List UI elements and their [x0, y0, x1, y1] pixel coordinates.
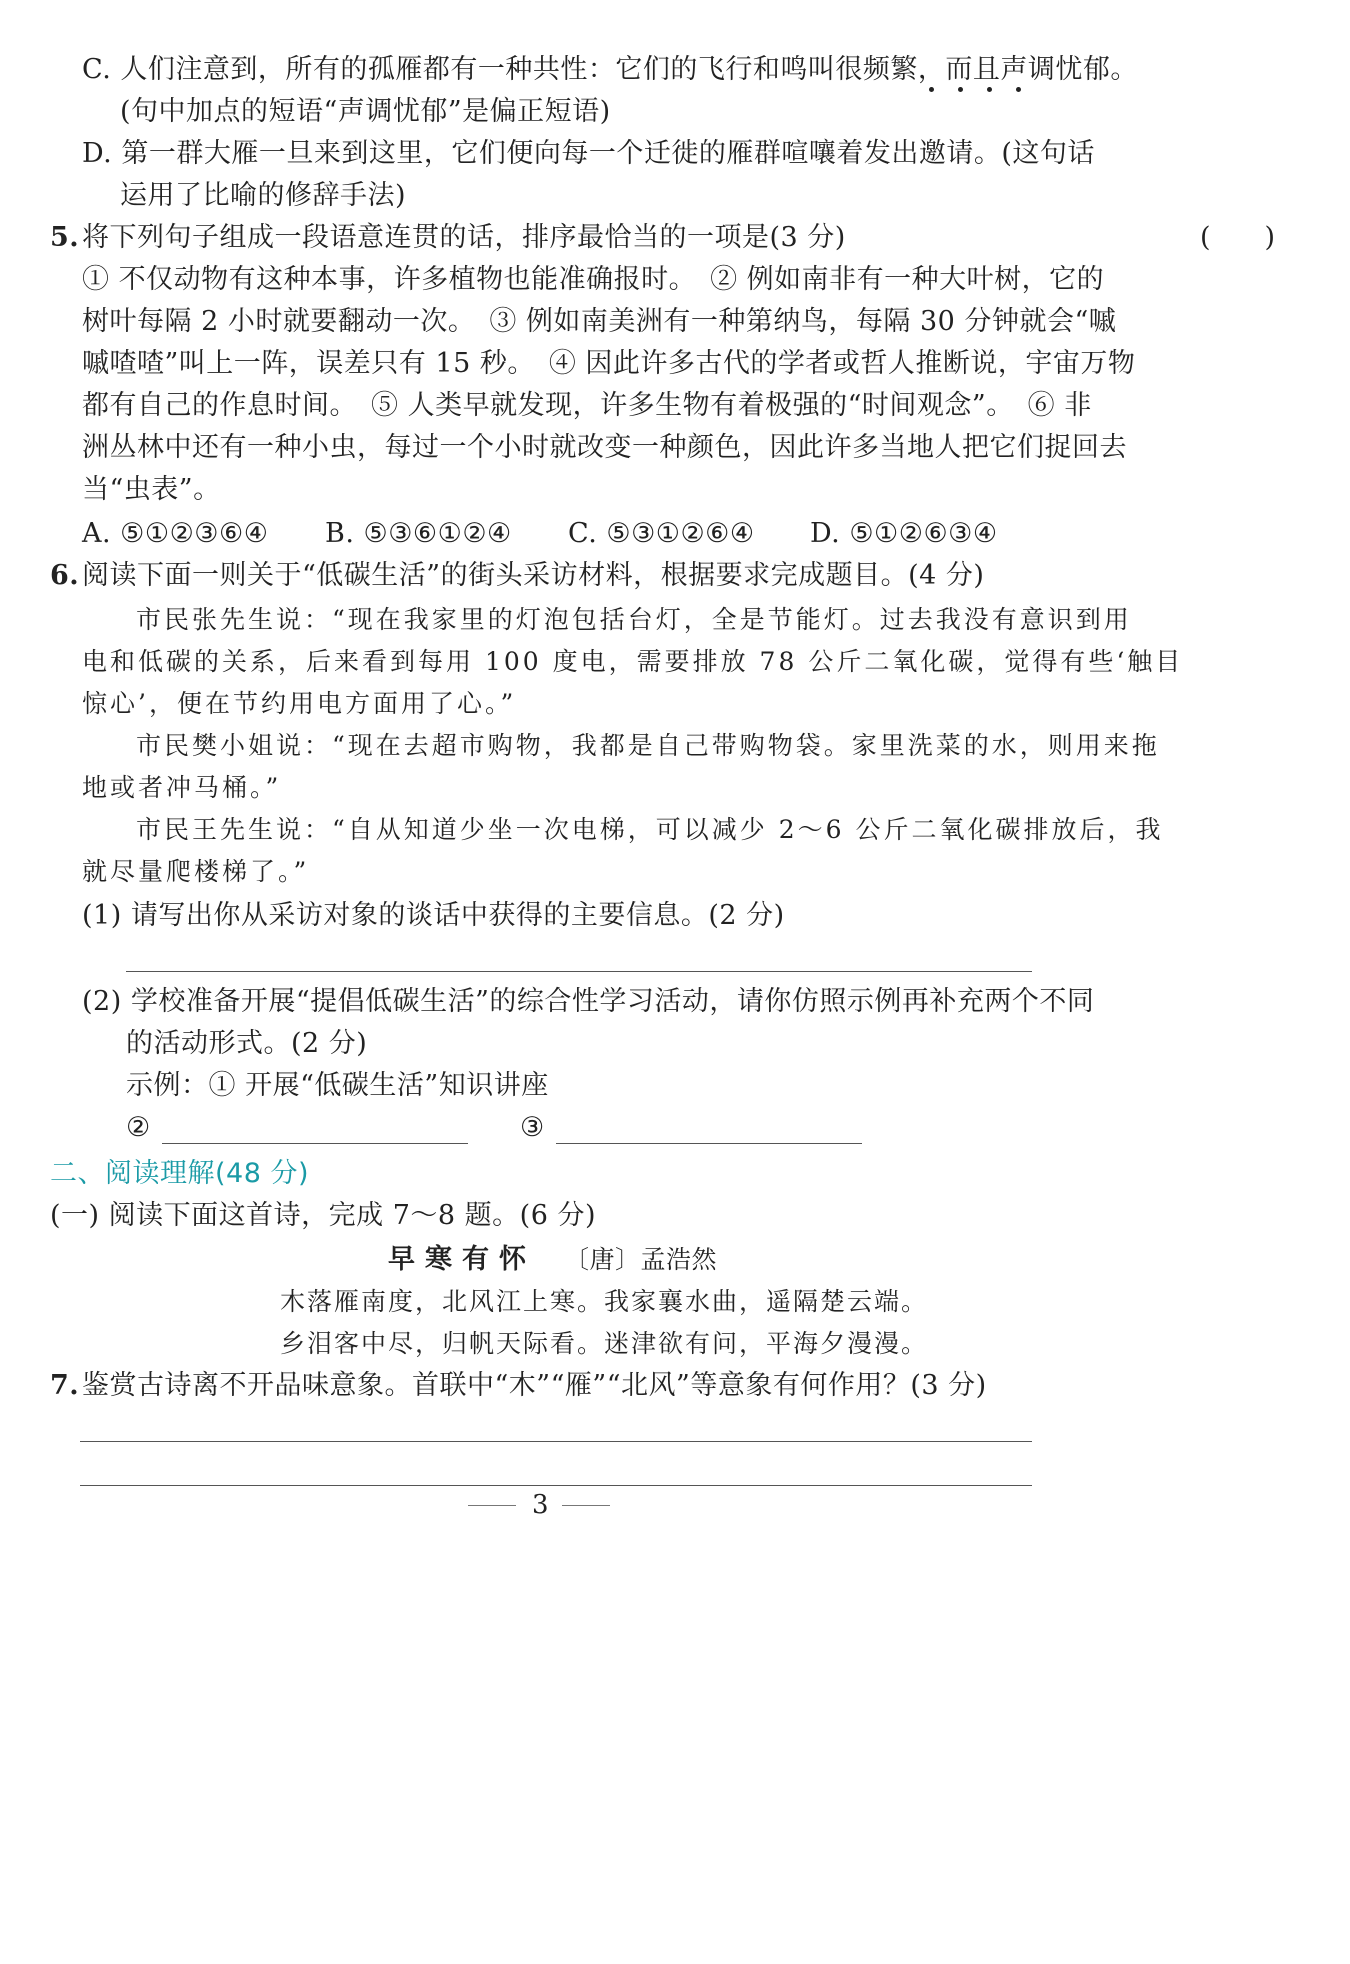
q6-number: 6. — [50, 560, 80, 591]
footer-rule-left — [468, 1505, 516, 1506]
part-instruction: (一) 阅读下面这首诗，完成 7～8 题。(6 分) — [50, 1200, 596, 1231]
emphasis-dot — [987, 87, 992, 92]
q5-answer-paren[interactable]: ( ) — [1200, 222, 1276, 253]
q5-option-c[interactable]: C. ⑤③①②⑥④ — [568, 518, 755, 549]
q5-text-line: 都有自己的作息时间。 ⑤ 人类早就发现，许多生物有着极强的“时间观念”。 ⑥ 非 — [82, 390, 1092, 421]
q6-sub2-question-line1: (2) 学校准备开展“提倡低碳生活”的综合性学习活动，请你仿照示例再补充两个不同 — [82, 986, 1095, 1017]
q6-sub2-question-line2: 的活动形式。(2 分) — [126, 1028, 368, 1059]
q4-option-d-line2: 运用了比喻的修辞手法) — [120, 180, 407, 211]
q5-text-line: 当“虫表”。 — [82, 474, 221, 505]
q6-material-line: 市民樊小姐说：“现在去超市购物，我都是自己带购物袋。家里洗菜的水，则用来拖 — [136, 731, 1160, 760]
q6-blank2-answer-line[interactable] — [162, 1143, 468, 1144]
q7-number: 7. — [50, 1370, 80, 1401]
section-heading: 二、阅读理解(48 分) — [50, 1158, 310, 1189]
q5-option-b[interactable]: B. ⑤③⑥①②④ — [325, 518, 512, 549]
q7-answer-line[interactable] — [80, 1485, 1032, 1486]
q4-option-d-line1: D. 第一群大雁一旦来到这里，它们便向每一个迁徙的雁群喧嚷着发出邀请。(这句话 — [82, 138, 1095, 169]
q4-option-c-line1: C. 人们注意到，所有的孤雁都有一种共性：它们的飞行和鸣叫很频繁，而且声调忧郁。 — [82, 54, 1138, 85]
q6-material-line: 就尽量爬楼梯了。” — [82, 857, 310, 886]
poem-line: 木落雁南度，北风江上寒。我家襄水曲，遥隔楚云端。 — [280, 1287, 929, 1316]
emphasis-dot — [929, 87, 934, 92]
poem-title: 早寒有怀 — [388, 1244, 536, 1275]
emphasis-dot — [958, 87, 963, 92]
q7-stem: 鉴赏古诗离不开品味意象。首联中“木”“雁”“北风”等意象有何作用？(3 分) — [82, 1370, 987, 1401]
q6-material-line: 市民王先生说：“自从知道少坐一次电梯，可以减少 2～6 公斤二氧化碳排放后，我 — [136, 815, 1164, 844]
poem-line: 乡泪客中尽，归帆天际看。迷津欲有问，平海夕漫漫。 — [280, 1329, 929, 1358]
q5-option-d[interactable]: D. ⑤①②⑥③④ — [810, 518, 998, 549]
q6-material-line: 惊心’，便在节约用电方面用了心。” — [82, 689, 517, 718]
q5-text-line: 树叶每隔 2 小时就要翻动一次。 ③ 例如南美洲有一种第纳鸟，每隔 30 分钟就会“嘁 — [82, 306, 1117, 337]
q5-text-line: 洲丛林中还有一种小虫，每过一个小时就改变一种颜色，因此许多当地人把它们捉回去 — [82, 432, 1127, 463]
q7-answer-line[interactable] — [80, 1441, 1032, 1442]
q5-stem: 将下列句子组成一段语意连贯的话，排序最恰当的一项是(3 分) — [82, 222, 846, 253]
q5-option-a[interactable]: A. ⑤①②③⑥④ — [82, 518, 269, 549]
q6-example: 示例：① 开展“低碳生活”知识讲座 — [126, 1070, 549, 1101]
q6-sub1-question: (1) 请写出你从采访对象的谈话中获得的主要信息。(2 分) — [82, 900, 785, 931]
q6-material-line: 市民张先生说：“现在我家里的灯泡包括台灯，全是节能灯。过去我没有意识到用 — [136, 605, 1132, 634]
page-number: 3 — [532, 1490, 549, 1520]
q5-text-line: 嘁喳喳”叫上一阵，误差只有 15 秒。 ④ 因此许多古代的学者或哲人推断说，宇宙万物 — [82, 348, 1136, 379]
q6-blank3-label: ③ — [520, 1112, 545, 1143]
q5-number: 5. — [50, 222, 80, 253]
q6-material-line: 电和低碳的关系，后来看到每用 100 度电，需要排放 78 公斤二氧化碳，觉得有些‘触目 — [82, 647, 1184, 676]
q4-option-c-line2: (句中加点的短语“声调忧郁”是偏正短语) — [120, 96, 611, 127]
emphasis-dot — [1016, 87, 1021, 92]
q6-blank2-label: ② — [126, 1112, 151, 1143]
q5-text-line: ① 不仅动物有这种本事，许多植物也能准确报时。 ② 例如南非有一种大叶树，它的 — [82, 264, 1105, 295]
poem-author: 〔唐〕孟浩然 — [564, 1245, 718, 1274]
q6-material-line: 地或者冲马桶。” — [82, 773, 282, 802]
q6-blank3-answer-line[interactable] — [556, 1143, 862, 1144]
q6-sub1-answer-line[interactable] — [126, 971, 1032, 972]
footer-rule-right — [562, 1505, 610, 1506]
q6-stem: 阅读下面一则关于“低碳生活”的街头采访材料，根据要求完成题目。(4 分) — [82, 560, 985, 591]
